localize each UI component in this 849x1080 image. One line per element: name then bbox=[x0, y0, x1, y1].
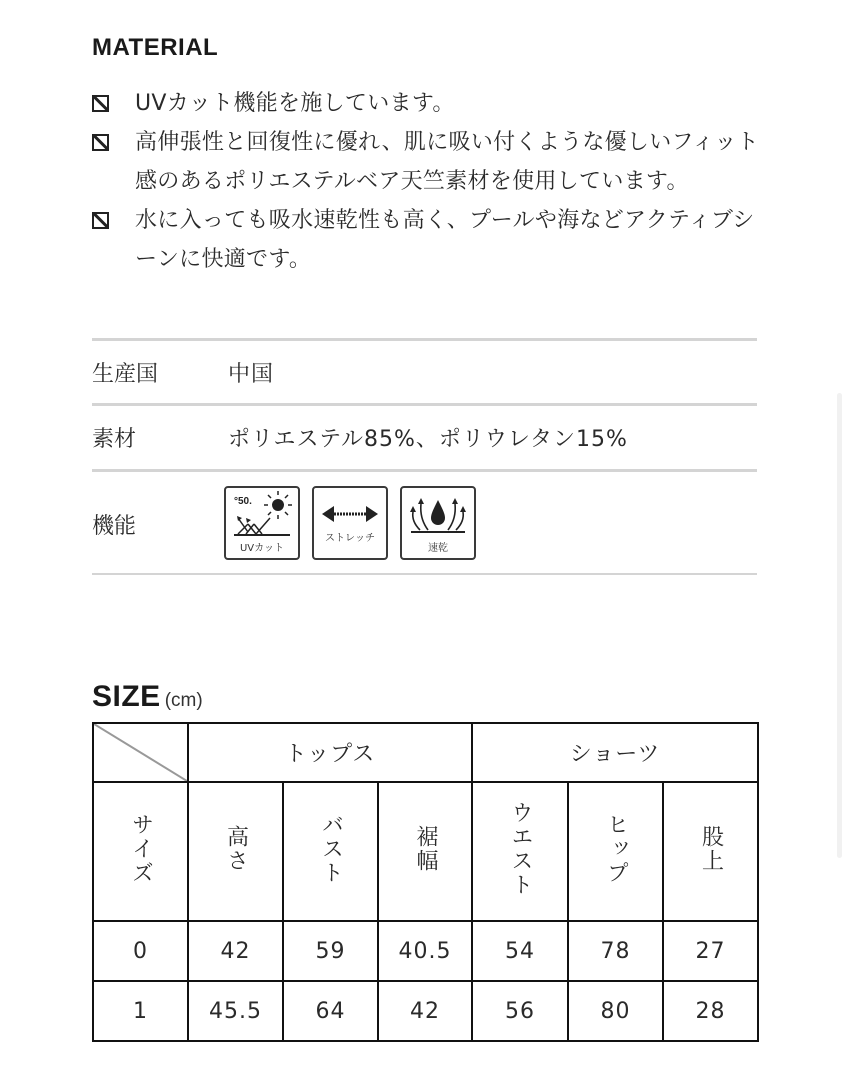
material-bullet bbox=[92, 123, 762, 201]
upf-badge: °50. bbox=[234, 496, 252, 507]
divider bbox=[92, 403, 757, 406]
bullet-text: 高伸張性と回復性に優れ、肌に吸い付くような優しいフィット感のあるポリエステルベア天竺素材を使用しています。 bbox=[135, 130, 759, 194]
table-cell: 27 bbox=[663, 921, 758, 981]
spec-label: 機能 bbox=[92, 514, 137, 539]
spec-label: 素材 bbox=[92, 427, 137, 452]
table-cell: 0 bbox=[93, 921, 188, 981]
table-row bbox=[93, 921, 758, 981]
checkbox-slash-icon bbox=[92, 134, 109, 151]
column-header: バスト bbox=[283, 782, 378, 921]
size-title: SIZE bbox=[92, 680, 161, 713]
feature-icons bbox=[224, 486, 476, 560]
table-column-header-row bbox=[93, 782, 758, 921]
table-corner-cell bbox=[93, 723, 188, 782]
table-cell: 1 bbox=[93, 981, 188, 1041]
table-cell: 80 bbox=[568, 981, 663, 1041]
spec-label: 生産国 bbox=[92, 362, 159, 387]
material-heading: MATERIAL bbox=[92, 34, 219, 61]
spec-value: 中国 bbox=[228, 362, 275, 387]
table-cell: 54 bbox=[472, 921, 568, 981]
bullet-text: UVカット機能を施しています。 bbox=[135, 91, 455, 116]
table-cell: 78 bbox=[568, 921, 663, 981]
stretch-icon bbox=[312, 486, 388, 560]
checkbox-slash-icon bbox=[92, 212, 109, 229]
table-cell: 59 bbox=[283, 921, 378, 981]
table-cell: 64 bbox=[283, 981, 378, 1041]
size-heading bbox=[92, 680, 203, 714]
feature-caption: ストレッチ bbox=[325, 533, 375, 544]
divider bbox=[92, 338, 757, 341]
column-header: ヒップ bbox=[568, 782, 663, 921]
table-cell: 56 bbox=[472, 981, 568, 1041]
size-unit: (cm) bbox=[164, 690, 203, 711]
column-header: サイズ bbox=[93, 782, 188, 921]
size-table bbox=[92, 722, 759, 1042]
quick-dry-icon bbox=[400, 486, 476, 560]
table-cell: 28 bbox=[663, 981, 758, 1041]
scrollbar[interactable] bbox=[837, 393, 842, 858]
feature-caption: 速乾 bbox=[428, 543, 448, 554]
column-header: 裾幅 bbox=[378, 782, 472, 921]
table-cell: 40.5 bbox=[378, 921, 472, 981]
column-header: 高さ bbox=[188, 782, 283, 921]
group-header-shorts: ショーツ bbox=[472, 723, 758, 782]
divider bbox=[92, 573, 757, 575]
uv-cut-icon bbox=[224, 486, 300, 560]
bullet-text: 水に入っても吸水速乾性も高く、プールや海などアクティブシーンに快適です。 bbox=[135, 208, 755, 272]
divider bbox=[92, 469, 757, 472]
table-cell: 45.5 bbox=[188, 981, 283, 1041]
feature-caption: UVカット bbox=[239, 543, 285, 554]
column-header: ウエスト bbox=[472, 782, 568, 921]
material-bullet bbox=[92, 201, 762, 279]
group-header-tops: トップス bbox=[188, 723, 472, 782]
material-bullet bbox=[92, 84, 762, 123]
diagonal-line-icon bbox=[94, 724, 187, 781]
checkbox-slash-icon bbox=[92, 95, 109, 112]
table-row bbox=[93, 981, 758, 1041]
table-cell: 42 bbox=[378, 981, 472, 1041]
column-header: 股上 bbox=[663, 782, 758, 921]
table-cell: 42 bbox=[188, 921, 283, 981]
table-group-header-row bbox=[93, 723, 758, 782]
material-bullet-list bbox=[92, 84, 762, 279]
spec-value: ポリエステル85%、ポリウレタン15% bbox=[228, 427, 628, 452]
